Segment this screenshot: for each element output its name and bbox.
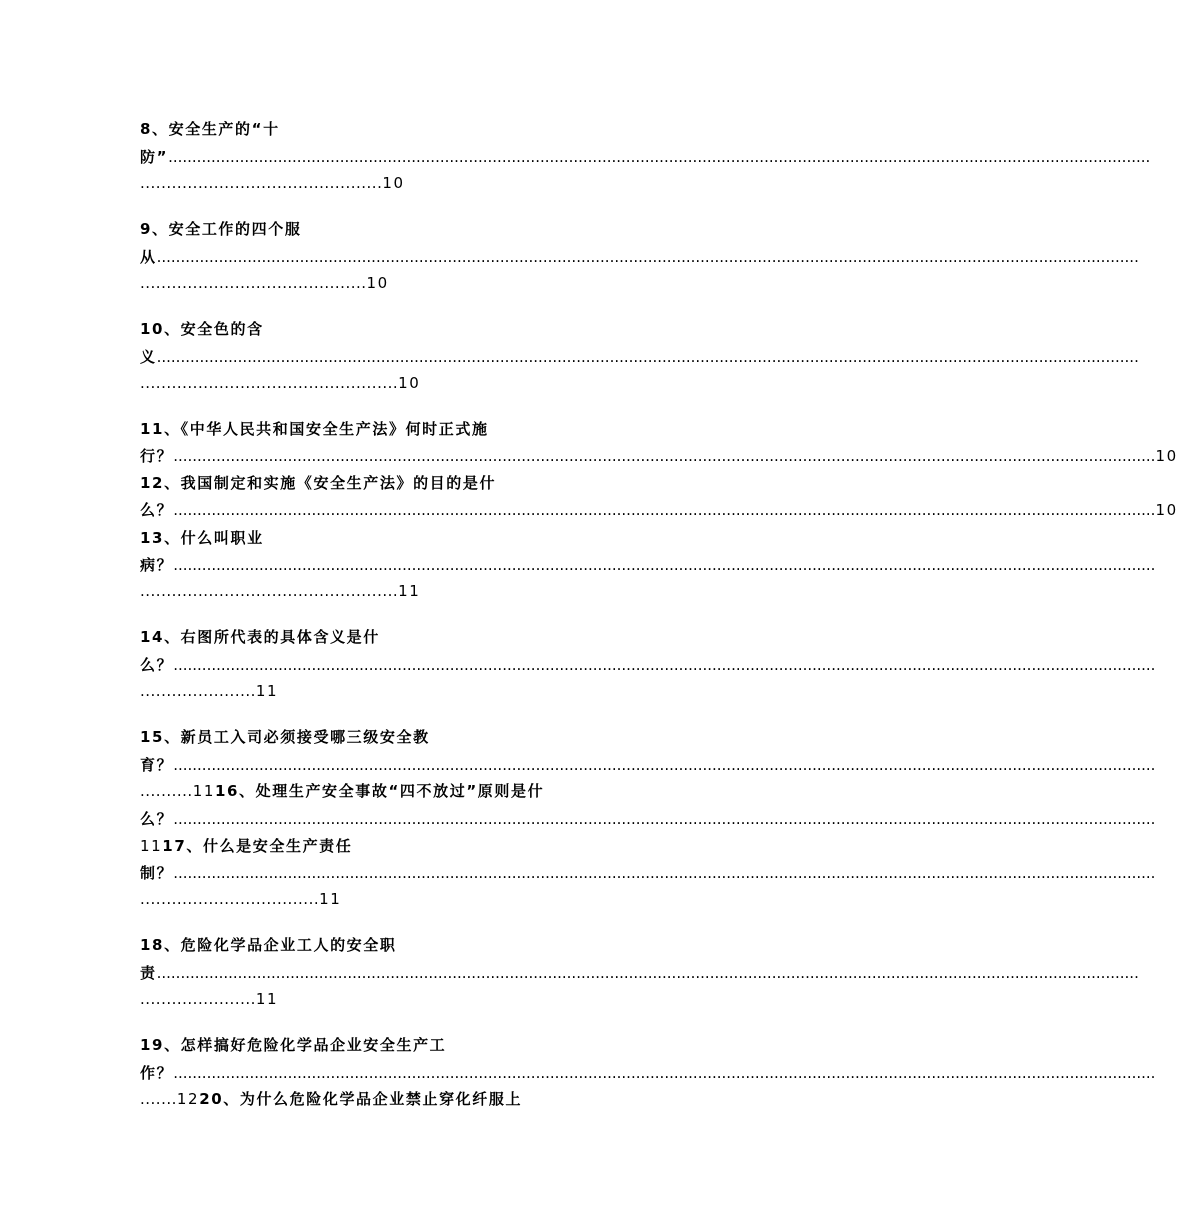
toc-entry-13-page-line[interactable] [140, 581, 810, 601]
toc-entry-8-title-cont: 防” [140, 148, 169, 166]
toc-dot-leader: .............................................................................................................................................................................................................. [168, 148, 1151, 166]
toc-entry-11-title[interactable]: 11、《中华人民共和国安全生产法》何时正式施 [140, 420, 489, 438]
toc-dot-leader: .............................................................................................................................................................................................................. [173, 447, 1156, 465]
toc-dot-leader: ...................... [140, 990, 256, 1008]
toc-entry-11-title-cont: 行？ [140, 447, 174, 465]
toc-entry-17-page-line[interactable] [140, 889, 810, 909]
toc-entry-8-page-line[interactable] [140, 173, 810, 193]
toc-dot-leader: ........................................... [140, 274, 367, 292]
toc-dot-leader: ....... [140, 1090, 177, 1108]
toc-entry-17-title-cont: 制？ [140, 864, 174, 882]
toc-dot-leader: .............................................................................................................................................................................................................. [173, 864, 1156, 882]
toc-entry-8-title[interactable]: 8、安全生产的“十 [140, 120, 280, 138]
toc-entry-15-page-line[interactable] [140, 781, 810, 801]
toc-entry-12-page: 10 [1155, 501, 1178, 519]
toc-dot-leader: .............................................................................................................................................................................................................. [156, 348, 1139, 366]
toc-entry-14-title-cont: 么？ [140, 656, 174, 674]
toc-dot-leader: .............................................................................................................................................................................................................. [173, 756, 1156, 774]
toc-entry-9-title-cont: 从 [140, 248, 157, 266]
toc-entry-14-title[interactable]: 14、右图所代表的具体含义是什 [140, 628, 380, 646]
toc-entry-10-leader[interactable] [140, 347, 1139, 367]
toc-entry-14-leader[interactable] [140, 655, 1156, 675]
toc-entry-15-title[interactable]: 15、新员工入司必须接受哪三级安全教 [140, 728, 430, 746]
toc-entry-15-page: 11 [192, 782, 215, 800]
toc-entry-18-leader[interactable] [140, 963, 1139, 983]
toc-entry-10-page: 10 [398, 374, 421, 392]
toc-entry-19-title-cont: 作？ [140, 1064, 174, 1082]
toc-entry-10-title[interactable]: 10、安全色的含 [140, 320, 264, 338]
toc-dot-leader: .............................................. [140, 174, 383, 192]
toc-entry-19-page: 12 [176, 1090, 200, 1108]
toc-entry-18-page: 11 [255, 990, 279, 1008]
toc-entry-17-title[interactable]: 17、什么是安全生产责任 [162, 837, 353, 855]
toc-dot-leader: .............................................................................................................................................................................................................. [173, 556, 1156, 574]
toc-entry-11-page: 10 [1155, 447, 1178, 465]
toc-dot-leader: .................................. [140, 890, 320, 908]
toc-entry-15-title-cont: 育？ [140, 756, 174, 774]
toc-dot-leader: .............................................................................................................................................................................................................. [173, 810, 1156, 828]
toc-dot-leader: .............................................................................................................................................................................................................. [156, 248, 1139, 266]
toc-dot-leader: .............................................................................................................................................................................................................. [173, 501, 1156, 519]
toc-entry-15-leader[interactable] [140, 755, 1156, 775]
toc-entry-10-title-cont: 义 [140, 348, 157, 366]
toc-entry-13-title[interactable]: 13、什么叫职业 [140, 529, 264, 547]
toc-dot-leader: ................................................. [140, 374, 399, 392]
toc-dot-leader: ................................................. [140, 582, 399, 600]
toc-dot-leader: .............................................................................................................................................................................................................. [173, 656, 1156, 674]
toc-entry-17-leader[interactable] [140, 863, 1156, 883]
toc-entry-19-leader[interactable] [140, 1063, 1156, 1083]
toc-entry-16-title-cont: 么？ [140, 810, 174, 828]
toc-entry-14-page-line[interactable] [140, 681, 810, 701]
toc-entry-20-title[interactable]: 20、为什么危险化学品企业禁止穿化纤服上 [199, 1090, 523, 1108]
toc-entry-19-title[interactable]: 19、怎样搞好危险化学品企业安全生产工 [140, 1036, 447, 1054]
toc-entry-9-page: 10 [366, 274, 389, 292]
toc-entry-19-page-line[interactable] [140, 1089, 810, 1109]
toc-entry-8-page: 10 [382, 174, 405, 192]
toc-dot-leader: .......... [140, 782, 193, 800]
toc-entry-12-leader[interactable] [140, 500, 1178, 520]
toc-entry-18-page-line[interactable] [140, 989, 810, 1009]
toc-entry-18-title-cont: 责 [140, 964, 157, 982]
toc-entry-14-page: 11 [255, 682, 279, 700]
toc-entry-13-leader[interactable] [140, 555, 1156, 575]
toc-entry-9-title[interactable]: 9、安全工作的四个服 [140, 220, 302, 238]
toc-entry-13-page: 11 [398, 582, 421, 600]
toc-entry-16-page: 11 [140, 837, 163, 855]
toc-entry-16-title[interactable]: 16、处理生产安全事故“四不放过”原则是什 [214, 782, 545, 800]
toc-entry-9-leader[interactable] [140, 247, 1139, 267]
toc-entry-10-page-line[interactable] [140, 373, 810, 393]
toc-entry-12-title-cont: 么？ [140, 501, 174, 519]
toc-entry-16-leader[interactable] [140, 809, 1156, 829]
toc-entry-12-title[interactable]: 12、我国制定和实施《安全生产法》的目的是什 [140, 474, 497, 492]
toc-entry-17-page: 11 [319, 890, 342, 908]
toc-dot-leader: .............................................................................................................................................................................................................. [173, 1064, 1156, 1082]
toc-dot-leader: .............................................................................................................................................................................................................. [156, 964, 1139, 982]
toc-entry-13-title-cont: 病？ [140, 556, 174, 574]
toc-dot-leader: ...................... [140, 682, 256, 700]
toc-entry-16-page-line[interactable] [140, 836, 810, 856]
toc-entry-8-leader[interactable] [140, 147, 1151, 167]
toc-entry-9-page-line[interactable] [140, 273, 810, 293]
toc-entry-18-title[interactable]: 18、危险化学品企业工人的安全职 [140, 936, 397, 954]
toc-entry-11-leader[interactable] [140, 446, 1178, 466]
